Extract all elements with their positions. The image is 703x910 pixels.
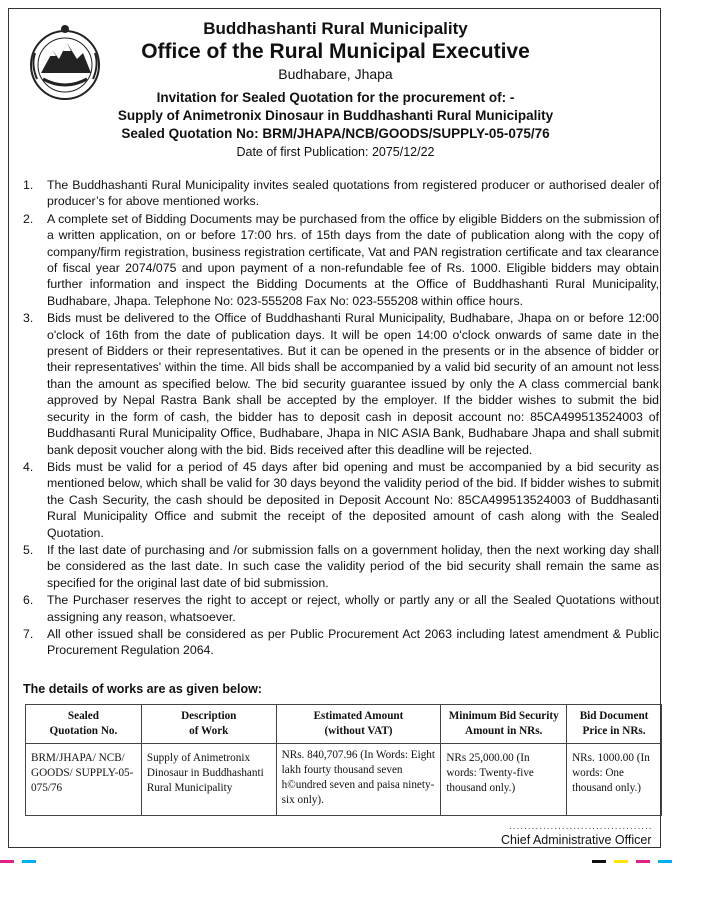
signatory-title: Chief Administrative Officer — [501, 833, 652, 847]
cell-description: Supply of Animetronix Dinosaur in Buddhashanti Rural Municipality — [141, 744, 276, 816]
details-heading: The details of works are as given below: — [23, 682, 262, 696]
term-item: 7. All other issued shall be considered as per Public Procurement Act 2063 including latest amendment & Public Procurement Regulation 2064. — [23, 626, 659, 658]
column-header-quotation-no: Sealed Quotation No. — [26, 705, 142, 744]
terms-list — [19, 177, 659, 660]
cell-quotation-no: BRM/JHAPA/ NCB/ GOODS/ SUPPLY-05-075/76 — [26, 744, 142, 816]
term-item: 5. If the last date of purchasing and /or submission falls on a government holiday, then the next working day shall be considered as the last date. In such case the validity period of the bid security shall remain the same as specified for the original last date of bid submission. — [23, 542, 659, 590]
signature-line: ...................................... — [509, 821, 653, 832]
color-bar-magenta-left — [0, 860, 14, 863]
color-bar-cyan-left — [22, 860, 36, 863]
color-bar-yellow — [614, 860, 628, 863]
publication-date: Date of first Publication: 2075/12/22 — [236, 145, 435, 159]
municipality-name: Buddhashanti Rural Municipality — [203, 19, 468, 38]
column-header-estimated-amount: Estimated Amount (without VAT) — [276, 705, 441, 744]
cell-bid-security: NRs 25,000.00 (In words: Twenty-five thousand only.) — [441, 744, 567, 816]
column-header-bid-security: Minimum Bid Security Amount in NRs. — [441, 705, 567, 744]
term-item: 4. Bids must be valid for a period of 45 days after bid opening and must be accompanied by a bid security as mentioned below, which shall be valid for 30 days beyond the validity period of the bid. If bidder wishes to submit the Cash Security, the cash should be deposited in Deposit Account No: 85CA499513524003 of Buddhasanti Rural Municipality Office and submit the receipt of the deposited amount of cash along with the Sealed Quotation. — [23, 459, 659, 540]
notice-header — [9, 19, 662, 160]
term-item: 3. Bids must be delivered to the Office of Buddhashanti Rural Municipality, Budhabare, Jhapa on or before 12:00 o'clock of 16th from the date of publication days. It will be open 14:00 o'clock onwards of same date in the present of Bidders or their representatives. But it can be opened in the presents or in the absence of bidder or their representatives' within the time. All bids shall be accompanied by a valid bid security of an amount not less than the amount as specified below. The bid security guarantee issued by only the A class commercial bank approved by Nepal Rastra Bank shall be accepted by the employer. If the bidder wishes to submit the bid security in the form of cash, the bidder has to deposit cash in deposit account no: 85CA499513524003 of Buddhasanti Rural Municipality Office, Budhabare, Jhapa in NIC ASIA Bank, Budhabare Jhapa and shall submit bank deposit voucher along with the bid. Bids received after this deadline will be rejected. — [23, 311, 659, 457]
cell-document-price: NRs. 1000.00 (In words: One thousand only.) — [567, 744, 662, 816]
table-header-row — [26, 705, 662, 744]
color-bar-magenta-right — [636, 860, 650, 863]
invitation-title: Invitation for Sealed Quotation for the procurement of: - — [156, 90, 515, 105]
color-bar-black — [592, 860, 606, 863]
term-item: 1. The Buddhashanti Rural Municipality invites sealed quotations from registered producer or authorised dealer of producer’s for above mentioned works. — [23, 178, 659, 209]
cell-estimated-amount: NRs. 840,707.96 (In Words: Eight lakh fourty thousand seven h©undred seven and paisa ninety-six only). — [276, 744, 441, 816]
works-table — [25, 704, 662, 816]
term-item: 6. The Purchaser reserves the right to accept or reject, wholly or partly any or all the Sealed Quotations without assigning any reason, whatsoever. — [23, 593, 659, 624]
office-location: Budhabare, Jhapa — [278, 66, 393, 82]
term-item: 2. A complete set of Bidding Documents may be purchased from the office by eligible Bidders on the submission of a written application, on or before 17:00 hrs. of 15th days from the date of publication along with the copy of company/firm registration, business registration certificate, Vat and PAN registration certificate and tax clearance of fiscal year 2074/075 and upon payment of a non-refundable fee of Rs. 1000. Eligible bidders may obtain further information and inspect the Bidding Documents at the Office of Buddhashanti Rural Municipality, Budhabare, Jhapa. Telephone No: 023-555208 Fax No: 023-555208 within office hours. — [23, 211, 659, 308]
color-bar-cyan-right — [658, 860, 672, 863]
table-row — [26, 744, 662, 816]
notice-frame — [8, 8, 661, 848]
invitation-subject: Supply of Animetronix Dinosaur in Buddhashanti Rural Municipality — [117, 108, 554, 123]
office-title: Office of the Rural Municipal Executive — [141, 40, 530, 63]
column-header-description: Description of Work — [141, 705, 276, 744]
column-header-document-price: Bid Document Price in NRs. — [567, 705, 662, 744]
quotation-number: Sealed Quotation No: BRM/JHAPA/NCB/GOODS/SUPPLY-05-075/76 — [121, 126, 550, 141]
